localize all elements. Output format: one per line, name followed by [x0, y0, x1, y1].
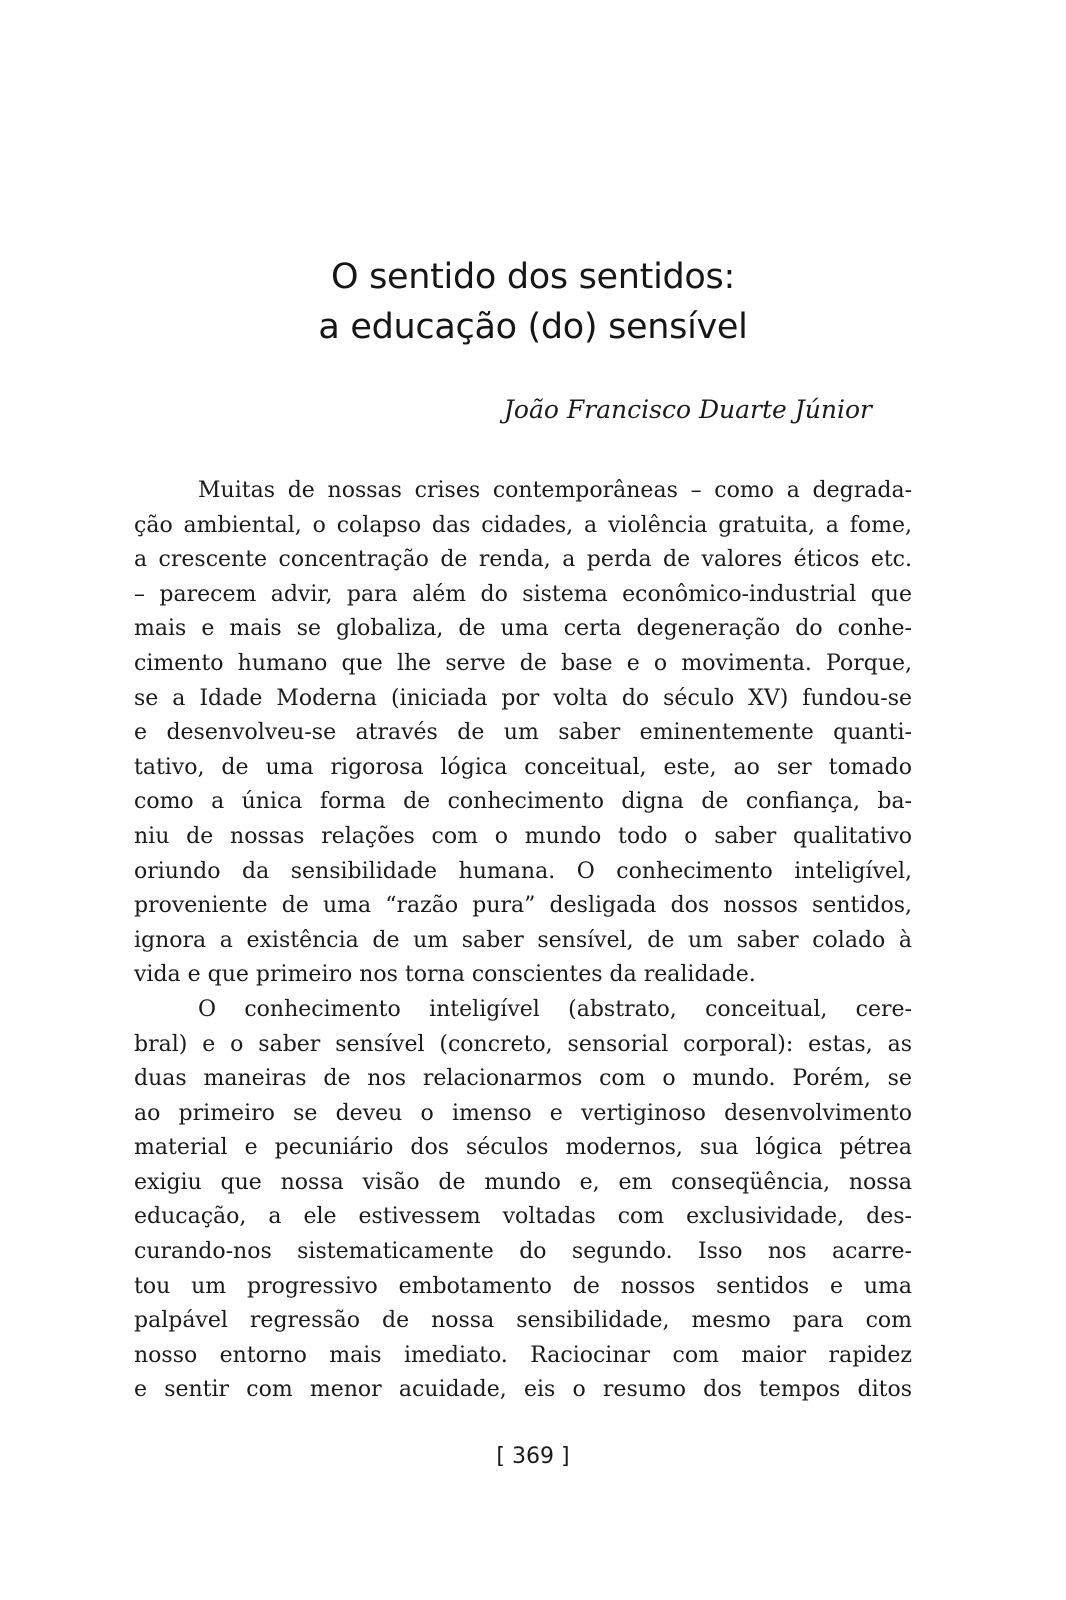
text-line: O conhecimento inteligível (abstrato, conceitual, cere- — [198, 996, 912, 1022]
text-line: ção ambiental, o colapso das cidades, a violência gratuita, a fome, — [134, 512, 912, 538]
paragraph-2 — [134, 993, 912, 1408]
text-line: Muitas de nossas crises contemporâneas – como a degrada- — [198, 478, 912, 503]
text-line: vida e que primeiro nos torna conscientes da realidade. — [134, 962, 756, 988]
text-line: exigiu que nossa visão de mundo e, em conseqüência, nossa — [134, 1169, 912, 1195]
text-line: nosso entorno mais imediato. Raciocinar com maior rapidez — [134, 1342, 912, 1368]
paragraph-1 — [134, 474, 912, 993]
text-line: mais e mais se globaliza, de uma certa degeneração do conhe- — [134, 616, 912, 642]
text-line: a crescente concentração de renda, a perda de valores éticos etc. — [134, 547, 912, 573]
text-line: se a Idade Moderna (iniciada por volta do século XV) fundou-se — [134, 685, 912, 711]
text-line: niu de nossas relações com o mundo todo o saber qualitativo — [134, 823, 912, 849]
chapter-title-line-2: a educação (do) sensível — [318, 307, 748, 347]
chapter-title-line-1: O sentido dos sentidos: — [331, 257, 735, 297]
text-line: curando-nos sistematicamente do segundo. Isso nos acarre- — [134, 1239, 912, 1265]
text-line: bral) e o saber sensível (concreto, sensorial corporal): estas, as — [134, 1031, 912, 1057]
text-line: e sentir com menor acuidade, eis o resumo dos tempos ditos — [134, 1377, 912, 1403]
text-line: proveniente de uma “razão pura” desligada dos nossos sentidos, — [134, 893, 912, 919]
text-line: e desenvolveu-se através de um saber eminentemente quanti- — [134, 720, 912, 746]
text-line: tativo, de uma rigorosa lógica conceitual, este, ao ser tomado — [134, 754, 912, 780]
text-line: como a única forma de conhecimento digna de confiança, ba- — [134, 789, 912, 815]
text-line: oriundo da sensibilidade humana. O conhecimento inteligível, — [134, 858, 912, 884]
chapter-title — [0, 252, 1066, 352]
text-line: palpável regressão de nossa sensibilidade, mesmo para com — [134, 1308, 912, 1334]
text-line: tou um progressivo embotamento de nossos sentidos e uma — [134, 1273, 912, 1299]
text-line: – parecem advir, para além do sistema econômico-industrial que — [134, 581, 912, 607]
page-number: [ 369 ] — [496, 1444, 570, 1469]
text-line: material e pecuniário dos séculos modernos, sua lógica pétrea — [134, 1135, 912, 1161]
body-text — [134, 474, 912, 1408]
text-line: ao primeiro se deveu o imenso e vertiginoso desenvolvimento — [134, 1100, 912, 1126]
text-line: duas maneiras de nos relacionarmos com o mundo. Porém, se — [134, 1066, 912, 1092]
text-line: educação, a ele estivessem voltadas com exclusividade, des- — [134, 1204, 912, 1230]
text-line: ignora a existência de um saber sensível, de um saber colado à — [134, 927, 912, 953]
text-line: cimento humano que lhe serve de base e o movimenta. Porque, — [134, 650, 912, 676]
author-name: João Francisco Duarte Júnior — [503, 395, 872, 424]
